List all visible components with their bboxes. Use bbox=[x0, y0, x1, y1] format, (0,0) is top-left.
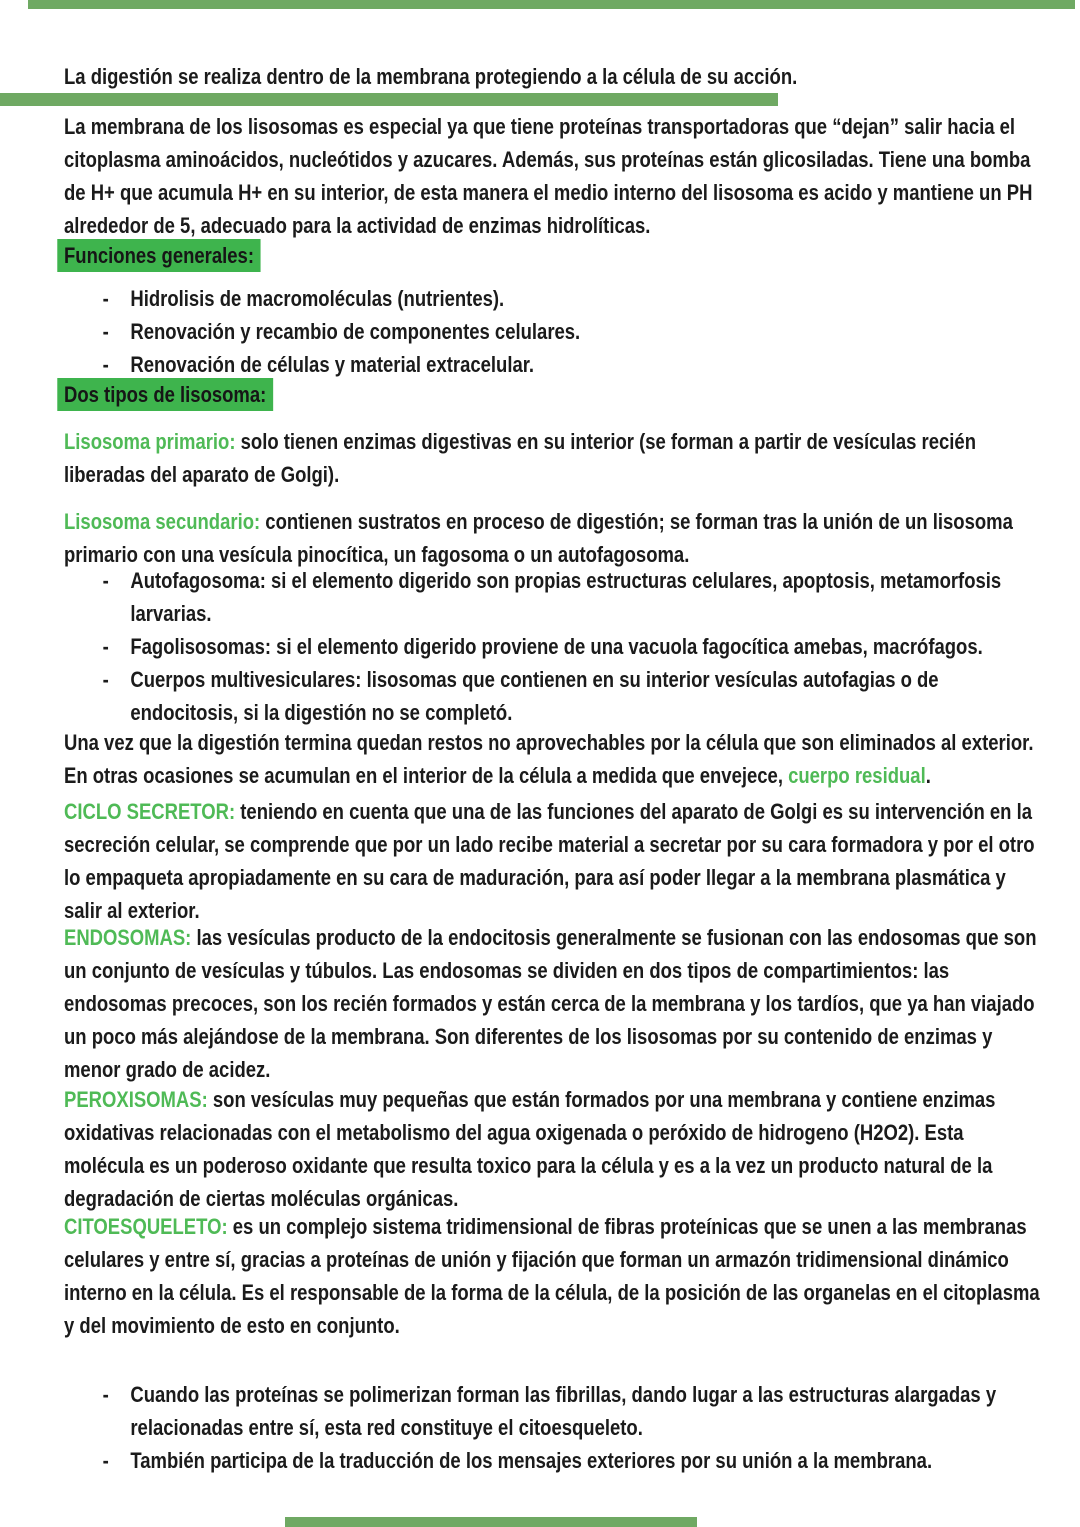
bullet-line: También participa de la traducción de los mensajes exteriores por su unión a la membrana. bbox=[130, 1448, 933, 1473]
bullet-text: Renovación y recambio de componentes celulares. bbox=[130, 319, 581, 344]
bullet-text bbox=[130, 630, 1063, 663]
paragraph-line: menor grado de acidez. bbox=[64, 1057, 271, 1082]
paragraph-line: y del movimiento de esto en conjunto. bbox=[64, 1313, 400, 1338]
bottom-highlight-bar bbox=[285, 1517, 697, 1527]
paragraph-citoesqueleto bbox=[64, 1210, 1064, 1342]
paragraph-line: celulares y entre sí, gracias a proteínas de unión y fijación que forman un armazón tridimensional dinámico bbox=[64, 1247, 1009, 1272]
bullet-dash: - bbox=[102, 667, 109, 692]
bullet-dash: - bbox=[102, 568, 109, 593]
paragraph-line bbox=[64, 425, 1064, 458]
paragraph-text: contienen sustratos en proceso de digestión; se forman tras la unión de un lisosoma bbox=[260, 509, 1013, 534]
term-label: Lisosoma secundario: bbox=[64, 509, 261, 534]
paragraph-text: . bbox=[925, 763, 931, 788]
bullet-line: Fagolisosomas: si el elemento digerido proviene de una vacuola fagocítica amebas, macrófagos. bbox=[130, 634, 983, 659]
heading-highlight: Dos tipos de lisosoma: bbox=[57, 378, 273, 411]
term-label: PEROXISOMAS: bbox=[64, 1087, 208, 1112]
list-item bbox=[64, 663, 1064, 729]
paragraph-line: un conjunto de vesículas y túbulos. Las endosomas se dividen en dos tipos de compartimientos: las bbox=[64, 958, 950, 983]
bullet-text: Renovación de células y material extracelular. bbox=[130, 352, 535, 377]
bullet-text bbox=[130, 663, 1063, 729]
paragraph-peroxisomas bbox=[64, 1083, 1064, 1215]
paragraph-lisosoma-secundario bbox=[64, 505, 1064, 571]
notes-content bbox=[64, 0, 1064, 1477]
bullet-line: relacionadas entre sí, esta red constituye el citoesqueleto. bbox=[130, 1415, 643, 1440]
paragraph-text: En otras ocasiones se acumulan en el interior de la célula a medida que envejece, bbox=[64, 763, 789, 788]
paragraph-line: oxidativas relacionadas con el metabolismo del agua oxigenada o peróxido de hidrogeno (H2O2). Esta bbox=[64, 1120, 964, 1145]
bullet-line: endocitosis, si la digestión no se completó. bbox=[130, 700, 513, 725]
paragraph-line: de H+ que acumula H+ en su interior, de esta manera el medio interno del lisosoma es acido y mantiene un PH bbox=[64, 180, 1033, 205]
paragraph-cuerpo-residual bbox=[64, 726, 1064, 792]
bullet-line: Cuando las proteínas se polimerizan forman las fibrillas, dando lugar a las estructuras alargadas y bbox=[130, 1382, 997, 1407]
list-item bbox=[64, 630, 1064, 663]
paragraph-line: Una vez que la digestión termina quedan restos no aprovechables por la célula que son eliminados al exterior. bbox=[64, 730, 1034, 755]
paragraph-line: interno en la célula. Es el responsable de la forma de la célula, de la posición de las organelas en el citoplasma bbox=[64, 1280, 1040, 1305]
bullet-dash: - bbox=[102, 1448, 109, 1473]
paragraph-line: liberadas del aparato de Golgi). bbox=[64, 462, 340, 487]
bullet-text bbox=[130, 1378, 1063, 1444]
bullet-line: larvarias. bbox=[130, 601, 212, 626]
list-item bbox=[64, 348, 1064, 381]
paragraph-line: endosomas precoces, son los recién formados y están cerca de la membrana y los tardíos, que ya han viajado bbox=[64, 991, 1035, 1016]
bullet-line: Cuerpos multivesiculares: lisosomas que contienen en su interior vesículas autofagias o de bbox=[130, 667, 939, 692]
heading-funciones-generales bbox=[64, 239, 1064, 272]
paragraph-line: La membrana de los lisosomas es especial ya que tiene proteínas transportadoras que “dejan” salir hacia el bbox=[64, 114, 1016, 139]
paragraph-text: teniendo en cuenta que una de las funciones del aparato de Golgi es su intervención en la bbox=[235, 799, 1032, 824]
bullet-text bbox=[130, 1444, 1063, 1477]
heading-dos-tipos bbox=[64, 378, 1064, 411]
list-item bbox=[64, 1444, 1064, 1477]
list-item bbox=[64, 1378, 1064, 1444]
paragraph-line: alrededor de 5, adecuado para la actividad de enzimas hidrolíticas. bbox=[64, 213, 651, 238]
term-label: CITOESQUELETO: bbox=[64, 1214, 228, 1239]
heading-highlight: Funciones generales: bbox=[57, 239, 260, 272]
paragraph-line bbox=[64, 759, 1064, 792]
paragraph-ciclo-secretor bbox=[64, 795, 1064, 927]
list-item bbox=[64, 282, 1064, 315]
paragraph-line: citoplasma aminoácidos, nucleótidos y azucares. Además, sus proteínas están glicosiladas. Tiene una bomba bbox=[64, 147, 1031, 172]
list-item bbox=[64, 564, 1064, 630]
term-label: Lisosoma primario: bbox=[64, 429, 236, 454]
paragraph-lisosoma-primario bbox=[64, 425, 1064, 491]
term-label: cuerpo residual bbox=[788, 763, 926, 788]
bullet-text bbox=[130, 564, 1063, 630]
paragraph-line: molécula es un poderoso oxidante que resulta toxico para la célula y es a la vez un producto natural de la bbox=[64, 1153, 993, 1178]
paragraph-line bbox=[64, 505, 1064, 538]
paragraph-text: son vesículas muy pequeñas que están formados por una membrana y contiene enzimas bbox=[207, 1087, 996, 1112]
bullet-dash: - bbox=[102, 319, 109, 344]
list-item bbox=[64, 315, 1064, 348]
paragraph-line bbox=[64, 1083, 1064, 1116]
paragraph-line: degradación de ciertas moléculas orgánicas. bbox=[64, 1186, 459, 1211]
bullet-dash: - bbox=[102, 1382, 109, 1407]
list-funciones bbox=[64, 282, 1064, 381]
intro-sentence: La digestión se realiza dentro de la membrana protegiendo a la célula de su acción. bbox=[64, 64, 798, 89]
paragraph-line bbox=[64, 795, 1064, 828]
term-label: ENDOSOMAS: bbox=[64, 925, 192, 950]
paragraph-line: salir al exterior. bbox=[64, 898, 200, 923]
bullet-dash: - bbox=[102, 634, 109, 659]
list-tipos-lisosoma bbox=[64, 564, 1064, 729]
bullet-dash: - bbox=[102, 286, 109, 311]
paragraph-endosomas bbox=[64, 921, 1064, 1086]
paragraph-text: es un complejo sistema tridimensional de fibras proteínicas que se unen a las membranas bbox=[227, 1214, 1027, 1239]
bullet-dash: - bbox=[102, 352, 109, 377]
paragraph-text: las vesículas producto de la endocitosis generalmente se fusionan con las endosomas que son bbox=[191, 925, 1037, 950]
paragraph-line: secreción celular, se comprende que por un lado recibe material a secretar por su cara formadora y por el otro bbox=[64, 832, 1035, 857]
paragraph-line: primario con una vesícula pinocítica, un fagosoma o un autofagosoma. bbox=[64, 542, 690, 567]
bullet-text: Hidrolisis de macromoléculas (nutrientes). bbox=[130, 286, 505, 311]
paragraph-text: solo tienen enzimas digestivas en su interior (se forman a partir de vesículas recién bbox=[235, 429, 976, 454]
paragraph-line bbox=[64, 921, 1064, 954]
term-label: CICLO SECRETOR: bbox=[64, 799, 236, 824]
paragraph-line: un poco más alejándose de la membrana. Son diferentes de los lisosomas por su contenido de enzimas y bbox=[64, 1024, 993, 1049]
paragraph-line: lo empaqueta apropiadamente en su cara de maduración, para así poder llegar a la membrana plasmática y bbox=[64, 865, 1006, 890]
list-citoesqueleto bbox=[64, 1378, 1064, 1477]
bullet-line: Autofagosoma: si el elemento digerido son propias estructuras celulares, apoptosis, metamorfosis bbox=[130, 568, 1002, 593]
paragraph-membrana bbox=[64, 110, 1064, 242]
paragraph-line bbox=[64, 1210, 1064, 1243]
